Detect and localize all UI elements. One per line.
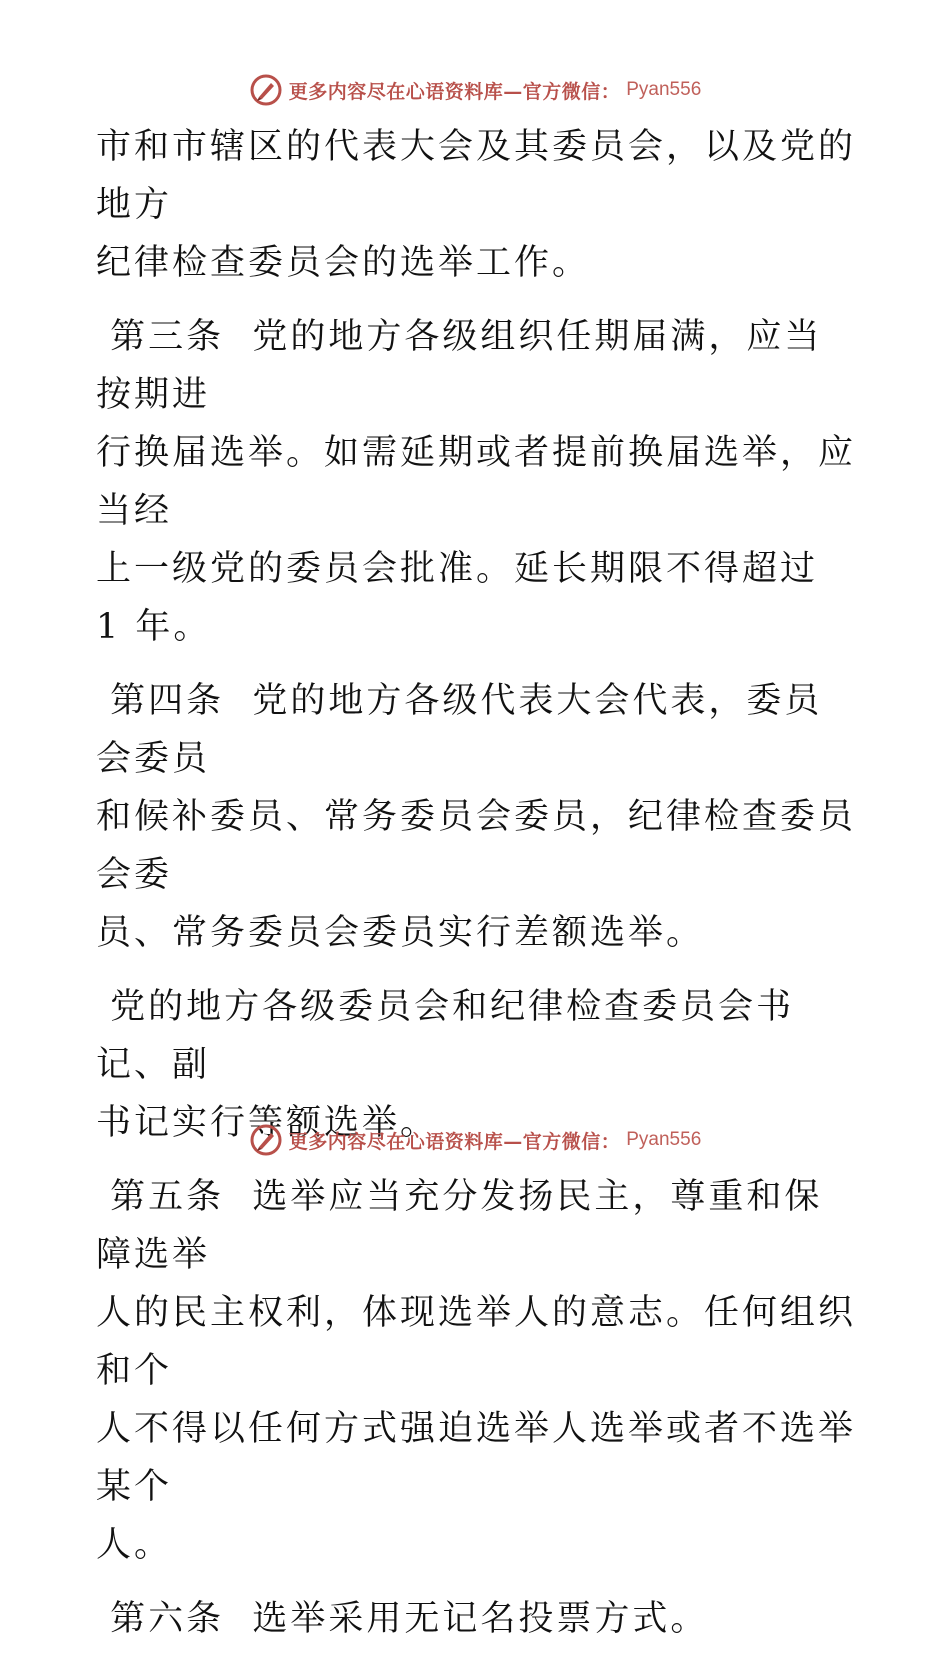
paragraph-article-3: 第三条 党的地方各级组织任期届满，应当按期进 行换届选举。如需延期或者提前换届选举，应当经 上一级党的委员会批准。延长期限不得超过 1 年。: [96, 317, 857, 647]
document-body: [96, 118, 856, 1664]
paragraph-article-4: 第四条 党的地方各级代表大会代表，委员会委员 和候补委员、常务委员会委员，纪律检查委员会委 员、常务委员会委员实行差额选举。: [96, 681, 857, 953]
banner-wechat-id: Pyan556: [626, 79, 702, 100]
paragraph-article-4-cont: 党的地方各级委员会和纪律检查委员会书记、副 书记实行等额选举。: [96, 987, 795, 1143]
footer-watermark-banner: [0, 1120, 950, 1160]
header-watermark-banner: [0, 70, 950, 110]
paragraph-article-5: 第五条 选举应当充分发扬民主，尊重和保障选举 人的民主权利，体现选举人的意志。任何组织和个 人不得以任何方式强迫选举人选举或者不选举某个 人。: [96, 1177, 857, 1565]
quill-pen-logo-icon: [249, 73, 283, 107]
paragraph-article-6: 第六条 选举采用无记名投票方式。: [96, 1599, 709, 1639]
banner-wechat-id: Pyan556: [626, 1129, 702, 1150]
quill-pen-logo-icon: [249, 1123, 283, 1157]
banner-text: 更多内容尽在心语资料库—官方微信：: [288, 1130, 621, 1153]
paragraph-1: 市和市辖区的代表大会及其委员会，以及党的地方 纪律检查委员会的选举工作。: [96, 127, 857, 283]
banner-text: 更多内容尽在心语资料库—官方微信：: [288, 80, 621, 103]
